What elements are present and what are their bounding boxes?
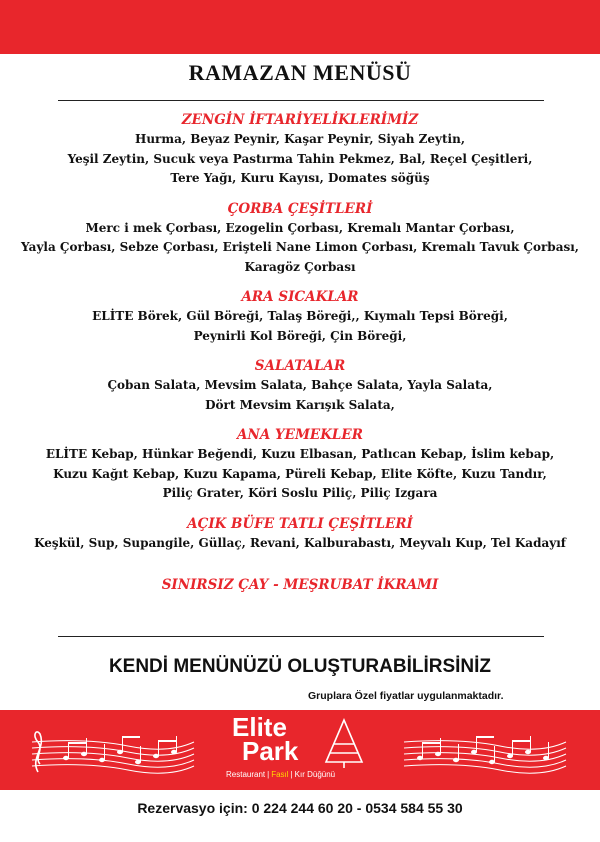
section-iftariyelik [0,110,600,189]
section-heading: SALATALAR [254,358,346,374]
tagline-restaurant: Restaurant [226,770,266,779]
menu-line: Tere Yağı, Kuru Kayısı, Domates söğüş [170,171,430,185]
menu-title: RAMAZAN MENÜSÜ [188,60,412,85]
group-price-note: Gruplara Özel fiyatlar uygulanmaktadır. [308,690,504,702]
bottom-divider [58,636,544,637]
section-corba [0,199,600,278]
tagline-fasil: Fasıl [271,770,289,779]
menu-line: Çoban Salata, Mevsim Salata, Bahçe Salata, Yayla Salata, [107,378,493,392]
menu-line: Dört Mevsim Karışık Salata, [205,397,395,412]
menu-line: Keşkül, Sup, Supangile, Güllaç, Revani, Kalburabastı, Meyvalı Kup, Tel Kadayıf [34,535,566,550]
music-notes-icon [400,728,570,776]
music-notes-icon [28,728,198,776]
menu-body [0,110,600,593]
section-heading: AÇIK BÜFE TATLI ÇEŞİTLERİ [187,515,413,532]
top-red-band [0,0,600,54]
elite-park-logo [220,712,380,788]
section-heading: ZENGİN İFTARİYELİKLERİMİZ [181,112,419,128]
menu-line: Yayla Çorbası, Sebze Çorbası, Erişteli Nane Limon Çorbası, Kremalı Tavuk Çorbası, [21,240,579,254]
tagline-kir-dugunu: Kır Düğünü [294,770,336,779]
logo-brand-line2: Park [242,736,299,766]
menu-line: Yeşil Zeytin, Sucuk veya Pastırma Tahin Pekmez, Bal, Reçel Çeşitleri, [67,151,533,166]
menu-line: Kuzu Kağıt Kebap, Kuzu Kapama, Püreli Kebap, Elite Köfte, Kuzu Tandır, [53,466,547,481]
menu-line: Merc i mek Çorbası, Ezogelin Çorbası, Kremalı Mantar Çorbası, [85,220,515,235]
tree-logo-icon [320,718,368,770]
menu-line: ELİTE Kebap, Hünkar Beğendi, Kuzu Elbasan, Patlıcan Kebap, İslim kebap, [45,447,555,461]
menu-line: Peynirli Kol Böreği, Çin Böreği, [193,328,407,343]
logo-tagline: Restaurant | Fasıl | Kır Düğünü [226,770,336,779]
section-tatli [0,514,600,554]
section-heading: ARA SICAKLAR [241,289,359,305]
section-ana-yemekler [0,425,600,504]
section-ara-sicaklar [0,287,600,346]
menu-line: Piliç Grater, Köri Soslu Piliç, Piliç Izgara [162,486,438,500]
reservation-phone: Rezervasyo için: 0 224 244 60 20 - 0534 584 55 30 [137,800,463,816]
logo-band [0,710,600,790]
section-heading: ANA YEMEKLER [237,427,363,443]
title-divider [58,100,544,101]
section-heading: ÇORBA ÇEŞİTLERİ [227,200,373,217]
logo-brand-line1: Elite [232,712,287,742]
section-salatalar [0,356,600,415]
menu-line: Karagöz Çorbası [244,259,356,274]
menu-line: ELİTE Börek, Gül Böreği, Talaş Böreği,, Kıymalı Tepsi Böreği, [92,309,508,323]
create-menu-headline: KENDİ MENÜNÜZÜ OLUŞTURABİLİRSİNİZ [108,656,492,677]
free-drinks-offer: SINIRSIZ ÇAY - MEŞRUBAT İKRAMI [161,577,439,593]
menu-line: Hurma, Beyaz Peynir, Kaşar Peynir, Siyah Zeytin, [134,132,465,146]
